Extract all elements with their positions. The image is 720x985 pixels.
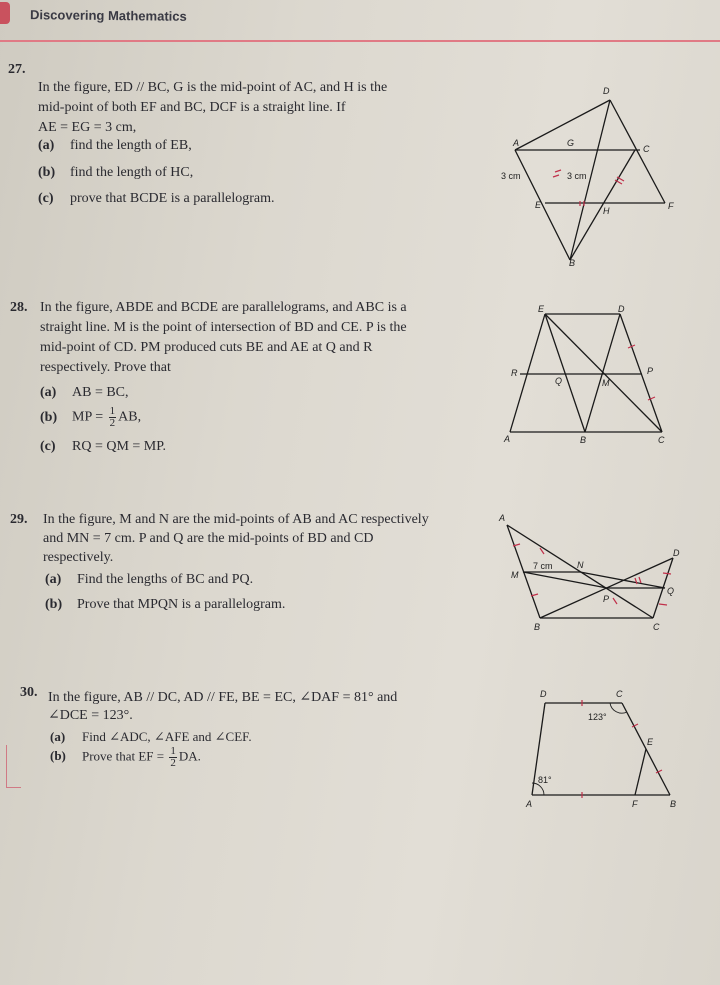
page-header	[0, 0, 720, 42]
point-label: M	[602, 378, 610, 388]
part-label: (b)	[40, 409, 58, 425]
fraction	[109, 406, 117, 429]
part-label: (c)	[38, 191, 54, 206]
book-title: Discovering Mathematics	[29, 7, 187, 24]
part-label: (a)	[50, 729, 66, 744]
problem-number: 30.	[20, 685, 38, 700]
point-label: P	[647, 366, 654, 376]
part-c	[40, 437, 166, 457]
point-label: B	[534, 622, 541, 632]
statement-line: In the figure, M and N are the mid-points of AB and AC respectively	[43, 512, 429, 527]
point-label: C	[643, 144, 650, 154]
part-text: AB = BC,	[72, 385, 129, 400]
statement-line: In the figure, ABDE and BCDE are parallelograms, and ABC is a	[40, 300, 407, 315]
length-label: 3 cm	[501, 171, 521, 181]
point-label: E	[535, 200, 542, 210]
figure-27	[495, 80, 705, 270]
part-label: (b)	[38, 165, 56, 180]
problem-number: 29.	[10, 512, 28, 527]
statement-line: In the figure, ED // BC, G is the mid-point of AC, and H is the	[38, 80, 388, 95]
point-label: C	[616, 689, 623, 699]
point-label: Q	[555, 376, 563, 386]
part-label: (c)	[40, 439, 56, 454]
statement-line: and MN = 7 cm. P and Q are the mid-points of BD and CD	[43, 531, 374, 546]
point-label: B	[580, 435, 587, 445]
part-text: Find ∠ADC, ∠AFE and ∠CEF.	[82, 729, 252, 744]
part-c	[38, 189, 275, 209]
fraction-denominator: 2	[170, 757, 176, 769]
part-text: Find the lengths of BC and PQ.	[77, 572, 254, 587]
part-a	[40, 383, 129, 403]
part-a	[38, 136, 192, 156]
statement-line: AE = EG = 3 cm,	[38, 120, 137, 135]
part-b	[50, 746, 201, 769]
point-label: B	[670, 799, 677, 809]
margin-mark	[6, 745, 21, 788]
part-text: Prove that EF =	[82, 748, 168, 764]
statement-line: mid-point of both EF and BC, DCF is a straight line. If	[38, 100, 346, 115]
statement-line: In the figure, AB // DC, AD // FE, BE = EC, ∠DAF = 81° and	[48, 690, 398, 705]
point-label: D	[603, 86, 610, 96]
point-label: G	[567, 138, 575, 148]
point-label: H	[603, 206, 610, 216]
fraction-numerator: 1	[109, 405, 116, 417]
part-a	[50, 727, 252, 747]
length-label: 3 cm	[567, 171, 587, 181]
part-text: MP =	[72, 409, 107, 425]
chapter-tab	[0, 2, 10, 24]
point-label: D	[540, 689, 547, 699]
problem-number: 28.	[10, 300, 28, 315]
point-label: B	[569, 258, 576, 268]
part-text: Prove that MPQN is a parallelogram.	[77, 597, 286, 612]
point-label: E	[647, 737, 654, 747]
point-label: F	[668, 201, 674, 211]
point-label: M	[511, 570, 519, 580]
fraction	[169, 746, 177, 769]
part-label: (a)	[38, 138, 55, 153]
part-b	[45, 595, 285, 615]
part-text: RQ = QM = MP.	[72, 439, 166, 454]
part-b	[38, 163, 193, 183]
statement-line: mid-point of CD. PM produced cuts BE and AE at Q and R	[40, 340, 373, 355]
statement-line: respectively.	[43, 550, 114, 565]
part-a	[45, 570, 253, 590]
figure-30	[510, 685, 700, 815]
fraction-numerator: 1	[170, 745, 176, 757]
part-b	[40, 406, 141, 429]
part-label: (b)	[50, 748, 66, 764]
part-text: find the length of HC,	[70, 165, 194, 180]
part-label: (a)	[45, 572, 62, 587]
part-text: find the length of EB,	[70, 138, 192, 153]
figure-29	[495, 510, 695, 645]
point-label: R	[511, 368, 518, 378]
statement-line: straight line. M is the point of intersection of BD and CE. P is the	[40, 320, 407, 335]
point-label: C	[653, 622, 660, 632]
point-label: E	[538, 304, 545, 314]
point-label: F	[632, 799, 638, 809]
angle-label: 81°	[538, 775, 552, 785]
point-label: N	[577, 560, 584, 570]
statement-line: respectively. Prove that	[40, 360, 171, 375]
point-label: D	[618, 304, 625, 314]
part-label: (a)	[40, 385, 57, 400]
point-label: A	[504, 434, 511, 444]
point-label: C	[658, 435, 665, 445]
point-label: A	[499, 513, 506, 523]
figure-28	[500, 302, 680, 452]
point-label: A	[513, 138, 520, 148]
point-label: Q	[667, 586, 675, 596]
length-label: 7 cm	[533, 561, 553, 571]
point-label: A	[526, 799, 533, 809]
part-text: AB,	[118, 409, 142, 425]
part-label: (b)	[45, 597, 63, 612]
fraction-denominator: 2	[109, 417, 116, 429]
problem-number: 27.	[8, 62, 26, 77]
part-text: prove that BCDE is a parallelogram.	[70, 191, 275, 206]
part-text: DA.	[178, 748, 201, 764]
angle-label: 123°	[588, 712, 607, 722]
statement-line: ∠DCE = 123°.	[48, 708, 133, 723]
point-label: D	[673, 548, 680, 558]
point-label: P	[603, 594, 610, 604]
